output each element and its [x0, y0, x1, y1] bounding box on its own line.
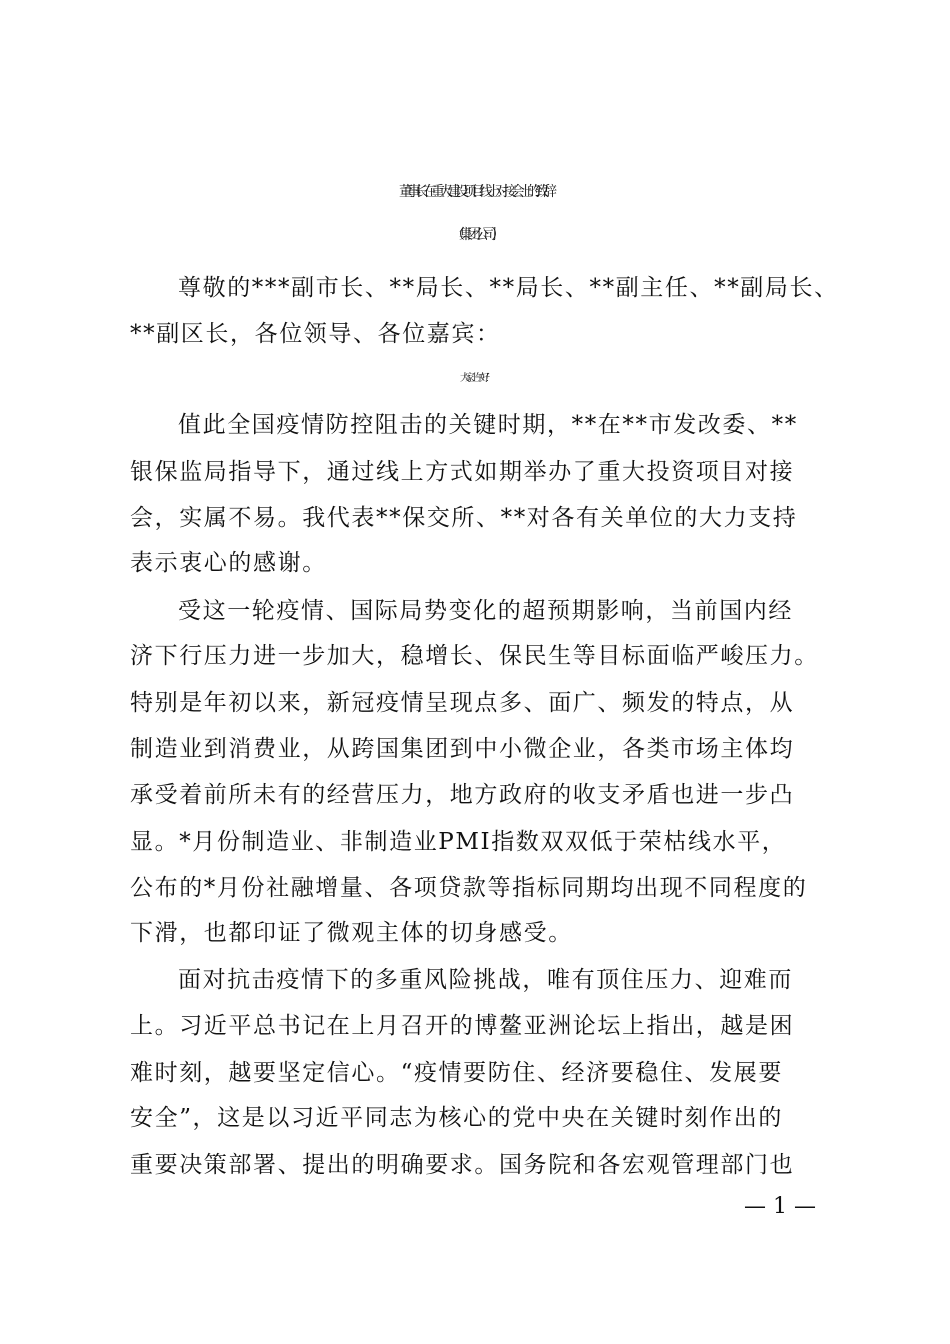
paragraph-line: 安全”，这是以习近平同志为核心的党中央在关键时刻作出的	[130, 1105, 783, 1131]
salutation-line: 尊敬的***副市长、**局长、**局长、**副主任、**副局长、	[178, 275, 839, 301]
paragraph-line: 银保监局指导下，通过线上方式如期举办了重大投资项目对接	[130, 459, 795, 485]
paragraph-line: 公布的*月份社融增量、各项贷款等指标同期均出现不同程度的	[130, 875, 808, 901]
paragraph-line: 值此全国疫情防控阻击的关键时期，**在**市发改委、**	[178, 412, 798, 438]
paragraph-line: 面对抗击疫情下的多重风险挑战，唯有顶住压力、迎难而	[178, 967, 793, 993]
paragraph-line: 受这一轮疫情、国际局势变化的超预期影响，当前国内经	[178, 598, 793, 624]
salutation-line: **副区长，各位领导、各位嘉宾：	[130, 321, 501, 347]
page-number: — 1 —	[744, 1194, 816, 1219]
paragraph-line: 难时刻，越要坚定信心。“疫情要防住、经济要稳住、发展要	[130, 1060, 783, 1086]
document-title: 董事长在重大建设项目线上对接会上的致辞	[399, 184, 551, 200]
paragraph-line: 制造业到消费业，从跨国集团到中小微企业，各类市场主体均	[130, 736, 795, 762]
paragraph-line: 济下行压力进一步加大，稳增长、保民生等目标面临严峻压力。	[130, 643, 819, 669]
paragraph-line: 下滑，也都印证了微观主体的切身感受。	[130, 920, 573, 946]
paragraph-line: 表示衷心的感谢。	[130, 550, 327, 576]
paragraph-line: 特别是年初以来，新冠疫情呈现点多、面广、频发的特点，从	[130, 690, 795, 716]
greeting: 大家上午好！	[460, 373, 490, 384]
paragraph-line: 重要决策部署、提出的明确要求。国务院和各宏观管理部门也	[130, 1152, 795, 1178]
paragraph-line: 上。习近平总书记在上月召开的博鳌亚洲论坛上指出，越是困	[130, 1013, 795, 1039]
document-subtitle: （集团公司）	[451, 227, 499, 243]
paragraph-line: 会，实属不易。我代表**保交所、**对各有关单位的大力支持	[130, 505, 798, 531]
paragraph-line: 显。*月份制造业、非制造业PMI指数双双低于荣枯线水平，	[130, 829, 787, 855]
paragraph-line: 承受着前所未有的经营压力，地方政府的收支矛盾也进一步凸	[130, 782, 795, 808]
